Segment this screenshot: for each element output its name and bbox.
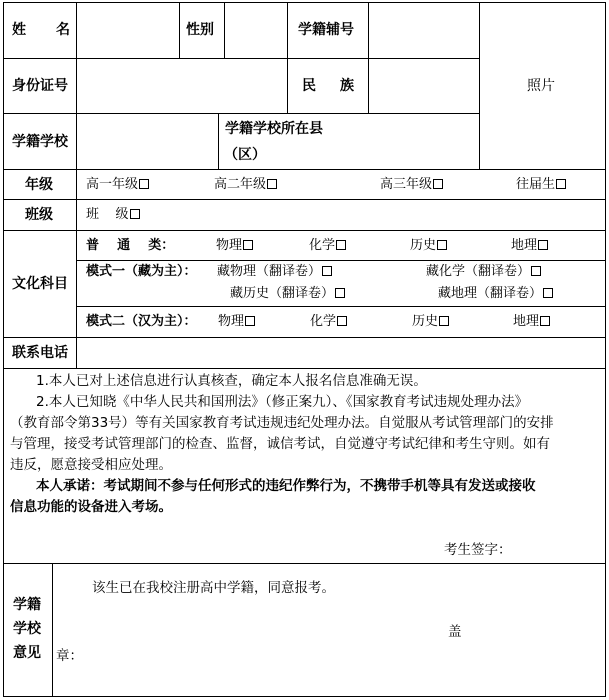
rule [3, 563, 606, 564]
grade-option-2[interactable]: 高二年级 [214, 176, 277, 194]
general-subject-3[interactable]: 历史 [410, 237, 447, 255]
mode2-subject-3[interactable]: 历史 [412, 313, 449, 331]
opinion-label-3: 意见 [13, 645, 41, 661]
checkbox[interactable] [335, 288, 345, 298]
id-number-label: 身份证号 [12, 78, 68, 94]
rule [224, 2, 225, 58]
checkbox[interactable] [322, 266, 332, 276]
grade-label: 年级 [25, 177, 53, 193]
rule [218, 113, 219, 169]
mode1-subject-4[interactable]: 藏地理（翻译卷） [438, 285, 553, 303]
mode1-subject-1[interactable]: 藏物理（翻译卷） [217, 263, 332, 281]
school-county-label-suffix: （区） [224, 147, 266, 163]
seal-label-suffix: 章： [56, 648, 83, 664]
rule [76, 306, 606, 307]
opinion-text: 该生已在我校注册高中学籍，同意报考。 [92, 580, 335, 596]
seal-label: 盖 [448, 624, 462, 640]
rule [3, 199, 606, 200]
rule [3, 2, 606, 3]
checkbox[interactable] [336, 240, 346, 250]
checkbox[interactable] [538, 240, 548, 250]
class-option[interactable]: 班 级 [86, 206, 140, 224]
checkbox[interactable] [531, 266, 541, 276]
rule [76, 260, 606, 261]
rule [3, 337, 606, 338]
rule [3, 230, 606, 231]
checkbox[interactable] [337, 316, 347, 326]
class-label: 班级 [25, 207, 53, 223]
pledge-line-1: 本人承诺：考试期间不参与任何形式的违纪作弊行为，不携带手机等具有发送或接收 [36, 478, 536, 494]
statement-item-2-line-2: （教育部令第33号）等有关国家教育考试违规违纪处理办法。自觉服从考试管理部门的安排 [10, 415, 554, 431]
opinion-label-2: 学校 [13, 621, 41, 637]
general-subject-2[interactable]: 化学 [309, 237, 346, 255]
checkbox[interactable] [267, 179, 277, 189]
checkbox[interactable] [130, 209, 140, 219]
general-track-label: 普 通 类： [86, 238, 175, 253]
grade-option-1[interactable]: 高一年级 [86, 176, 149, 194]
rule [52, 563, 53, 697]
rule [3, 58, 479, 59]
school-county-label: 学籍学校所在县 [225, 121, 323, 137]
checkbox[interactable] [433, 179, 443, 189]
statement-item-2-line-4: 违反，愿意接受相应处理。 [10, 457, 172, 473]
statement-item-2-line-3: 与管理，接受考试管理部门的检查、监督，诚信考试，自觉遵守考试纪律和考生守则。如有 [10, 436, 550, 452]
checkbox[interactable] [540, 316, 550, 326]
aux-number-label: 学籍辅号 [298, 22, 354, 38]
ethnicity-label: 民 族 [302, 78, 354, 94]
checkbox[interactable] [543, 288, 553, 298]
rule [479, 2, 480, 169]
checkbox[interactable] [139, 179, 149, 189]
checkbox[interactable] [439, 316, 449, 326]
checkbox[interactable] [437, 240, 447, 250]
mode2-label: 模式二（汉为主）： [86, 314, 197, 329]
grade-option-4[interactable]: 往届生 [516, 176, 566, 194]
opinion-label-1: 学籍 [13, 597, 41, 613]
mode1-subject-3[interactable]: 藏历史（翻译卷） [230, 285, 345, 303]
statement-item-1: 1.本人已对上述信息进行认真核查，确定本人报名信息准确无误。 [36, 373, 427, 389]
mode1-label: 模式一（藏为主）： [86, 264, 197, 279]
rule [368, 2, 369, 113]
rule [605, 2, 606, 697]
mode2-subject-2[interactable]: 化学 [310, 313, 347, 331]
checkbox[interactable] [243, 240, 253, 250]
general-subject-1[interactable]: 物理 [216, 237, 253, 255]
rule [179, 2, 180, 58]
signature-label: 考生签字： [444, 542, 512, 558]
mode1-subject-2[interactable]: 藏化学（翻译卷） [426, 263, 541, 281]
statement-item-2-line-1: 2.本人已知晓《中华人民共和国刑法》（修正案九）、《国家教育考试违规处理办法》 [36, 394, 529, 410]
rule [76, 2, 77, 368]
pledge-line-2: 信息功能的设备进入考场。 [10, 499, 172, 515]
rule [3, 169, 606, 170]
general-subject-4[interactable]: 地理 [511, 237, 548, 255]
subjects-label: 文化科目 [12, 276, 68, 292]
rule [3, 368, 606, 369]
school-label: 学籍学校 [12, 134, 68, 150]
photo-label: 照片 [527, 78, 555, 94]
checkbox[interactable] [556, 179, 566, 189]
mode2-subject-4[interactable]: 地理 [513, 313, 550, 331]
mode2-subject-1[interactable]: 物理 [218, 313, 255, 331]
gender-label: 性别 [186, 22, 214, 38]
phone-label: 联系电话 [12, 345, 68, 361]
name-label: 姓 名 [12, 22, 70, 38]
rule [3, 696, 606, 697]
rule [287, 2, 288, 113]
grade-option-3[interactable]: 高三年级 [380, 176, 443, 194]
checkbox[interactable] [245, 316, 255, 326]
rule [3, 113, 479, 114]
rule [3, 2, 4, 697]
